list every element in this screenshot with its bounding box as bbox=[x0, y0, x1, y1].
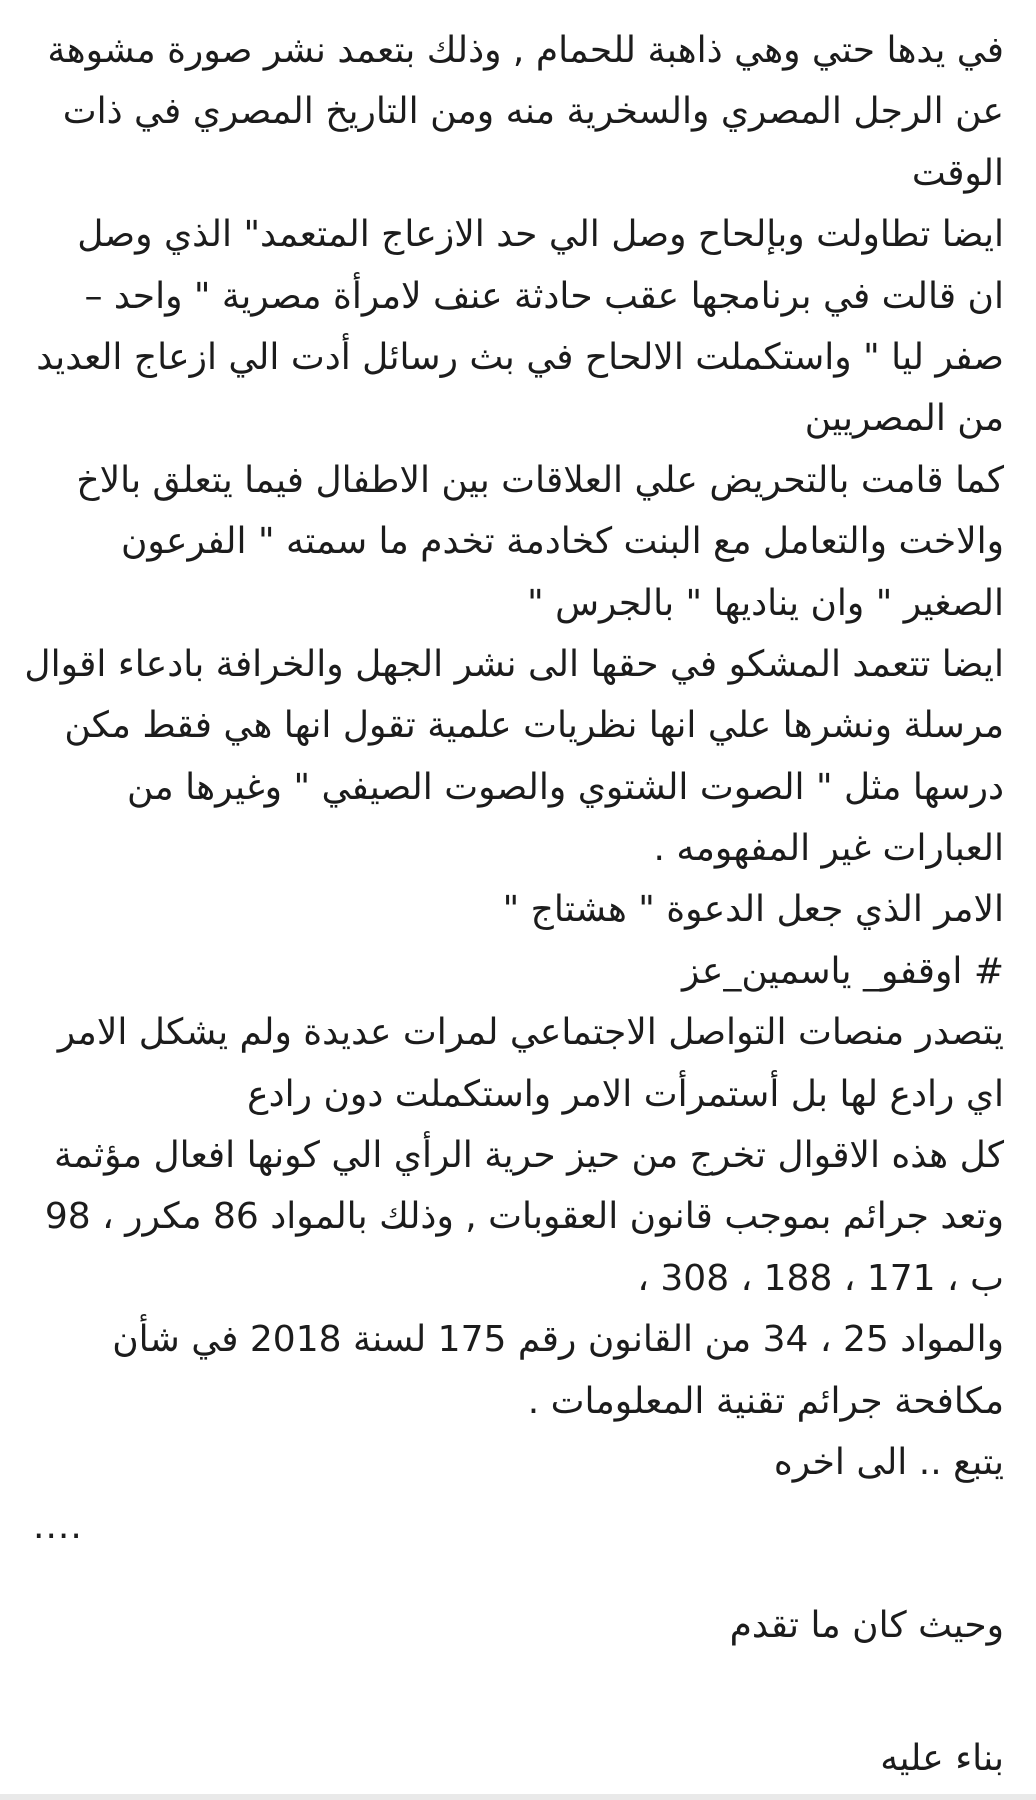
text-line: صفر ليا " واستكملت الالحاح في بث رسائل أدت الي ازعاج العديد bbox=[36, 336, 1004, 378]
closing-line: وحيث كان ما تقدم bbox=[729, 1605, 1004, 1646]
text-line: وتعد جرائم بموجب قانون العقوبات , وذلك بالمواد 86 مكرر ، 98 bbox=[44, 1196, 1004, 1238]
text-line: الوقت bbox=[911, 152, 1004, 194]
text-line: كما قامت بالتحريض علي العلاقات بين الاطفال فيما يتعلق بالاخ bbox=[76, 459, 1004, 501]
text-line: ايضا تتعمد المشكو في حقها الى نشر الجهل والخرافة بادعاء اقوال bbox=[24, 643, 1004, 685]
text-line: والاخت والتعامل مع البنت كخادمة تخدم ما سمته " الفرعون bbox=[120, 521, 1004, 563]
text-line: والمواد 25 ، 34 من القانون رقم 175 لسنة 2018 في شأن bbox=[112, 1319, 1004, 1361]
post-text bbox=[4, 20, 1004, 1493]
text-line: عن الرجل المصري والسخرية منه ومن التاريخ المصري في ذات bbox=[62, 91, 1004, 133]
text-line: ب ، 171 ، 188 ، 308 ، bbox=[637, 1257, 1004, 1299]
closing-line: بناء عليه bbox=[880, 1738, 1004, 1779]
text-line: في يدها حتي وهي ذاهبة للحمام , وذلك بتعمد نشر صورة مشوهة bbox=[47, 30, 1004, 71]
ellipsis-text: .... bbox=[33, 1506, 83, 1547]
text-line: الامر الذي جعل الدعوة " هشتاج " bbox=[502, 889, 1004, 931]
text-line: درسها مثل " الصوت الشتوي والصوت الصيفي " وغيرها من bbox=[127, 766, 1004, 808]
text-line: ان قالت في برنامجها عقب حادثة عنف لامرأة مصرية " واحد – bbox=[84, 275, 1004, 317]
text-line: يتبع .. الى اخره bbox=[773, 1441, 1004, 1483]
text-line: ايضا تطاولت وبإلحاح وصل الي حد الازعاج المتعمد" الذي وصل bbox=[77, 214, 1004, 256]
text-line: مكافحة جرائم تقنية المعلومات . bbox=[527, 1380, 1004, 1422]
hashtag-line: # اوقفو_ ياسمين_عز bbox=[681, 950, 1004, 992]
text-line: من المصريين bbox=[804, 398, 1004, 440]
text-line: العبارات غير المفهومه . bbox=[653, 828, 1004, 870]
text-line: الصغير " وان يناديها " بالجرس " bbox=[527, 582, 1004, 624]
text-line: يتصدر منصات التواصل الاجتماعي لمرات عديدة ولم يشكل الامر bbox=[57, 1012, 1004, 1054]
bottom-divider bbox=[0, 1794, 1036, 1800]
text-line: كل هذه الاقوال تخرج من حيز حرية الرأي الي كونها افعال مؤثمة bbox=[53, 1135, 1004, 1177]
text-line: اي رادع لها بل أستمرأت الامر واستكملت دون رادع bbox=[247, 1073, 1004, 1115]
text-line: مرسلة ونشرها علي انها نظريات علمية تقول انها هي فقط مكن bbox=[64, 705, 1004, 747]
